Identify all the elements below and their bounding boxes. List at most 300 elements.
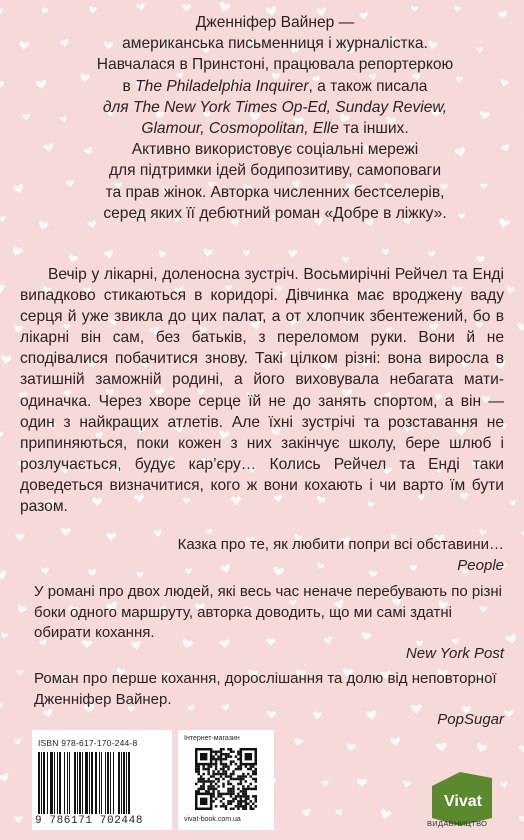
qr-module: [222, 798, 224, 800]
qr-module: [237, 783, 239, 785]
qr-module: [222, 765, 224, 767]
qr-module: [240, 775, 242, 777]
heart-icon: [346, 743, 356, 752]
qr-module: [230, 773, 232, 775]
qr-module: [202, 768, 204, 770]
qr-module: [250, 768, 252, 770]
qr-module: [212, 770, 214, 772]
qr-module: [220, 750, 222, 752]
qr-module: [195, 765, 197, 767]
heart-icon: [475, 743, 487, 754]
heart-icon: [0, 570, 8, 582]
qr-module: [215, 773, 217, 775]
qr-module: [197, 778, 199, 780]
qr-module: [232, 788, 234, 790]
qr-module: [227, 800, 229, 802]
qr-module: [240, 768, 242, 770]
heart-icon: [11, 246, 24, 258]
heart-icon: [379, 809, 392, 821]
qr-module: [237, 775, 239, 777]
qr-module: [230, 808, 232, 810]
heart-icon: [243, 250, 251, 257]
shop-label: Інтернет-магазин: [184, 735, 240, 742]
qr-module: [230, 800, 232, 802]
qr-module: [252, 795, 254, 797]
qr-module: [215, 763, 217, 765]
heart-icon: [157, 250, 167, 259]
qr-module: [250, 808, 252, 810]
qr-module: [197, 768, 199, 770]
qr-module: [217, 778, 219, 780]
qr-module: [255, 800, 257, 802]
qr-module: [242, 788, 244, 790]
book-description: [20, 264, 504, 517]
qr-module: [212, 758, 214, 760]
qr-module: [237, 805, 239, 807]
qr-module: [215, 765, 217, 767]
qr-module: [237, 808, 239, 810]
bio-line: та прав жінок. Авторка численних бестселерів,: [105, 183, 445, 201]
qr-module: [200, 785, 202, 787]
qr-module: [232, 790, 234, 792]
qr-module: [232, 800, 234, 802]
qr-module: [212, 800, 214, 802]
qr-module: [230, 790, 232, 792]
qr-module: [222, 793, 224, 795]
qr-module: [230, 783, 232, 785]
heart-icon: [22, 114, 30, 122]
qr-module: [240, 798, 242, 800]
bio-line: американська письменниця і журналістка.: [122, 35, 428, 53]
qr-module: [210, 765, 212, 767]
qr-module: [217, 795, 219, 797]
qr-module: [237, 750, 239, 752]
qr-module: [247, 798, 249, 800]
qr-module: [220, 805, 222, 807]
qr-module: [215, 798, 217, 800]
qr-module: [227, 793, 229, 795]
qr-module: [255, 798, 257, 800]
qr-module: [212, 795, 214, 797]
qr-module: [217, 755, 219, 757]
qr-module: [255, 778, 257, 780]
qr-module: [230, 778, 232, 780]
qr-module: [242, 795, 244, 797]
qr-module: [245, 793, 247, 795]
qr-module: [230, 795, 232, 797]
heart-icon: [501, 143, 511, 153]
qr-module: [210, 785, 212, 787]
qr-module: [247, 773, 249, 775]
qr-module: [242, 778, 244, 780]
qr-module: [232, 808, 234, 810]
heart-icon: [293, 738, 303, 747]
qr-module: [242, 805, 244, 807]
heart-icon: [0, 8, 4, 15]
heart-icon: [0, 702, 3, 710]
qr-module: [227, 768, 229, 770]
qr-code-icon[interactable]: [195, 748, 257, 810]
qr-module: [202, 783, 204, 785]
qr-module: [255, 770, 257, 772]
qr-module: [225, 805, 227, 807]
qr-module: [202, 785, 204, 787]
qr-module: [210, 783, 212, 785]
heart-icon: [357, 778, 368, 788]
quote-source: PopSugar: [437, 711, 504, 728]
qr-module: [200, 778, 202, 780]
qr-module: [220, 758, 222, 760]
qr-module: [195, 768, 197, 770]
qr-module: [230, 760, 232, 762]
heart-icon: [40, 7, 48, 15]
qr-module: [225, 773, 227, 775]
qr-module: [220, 793, 222, 795]
bio-line: [60, 118, 490, 139]
bio-line: [60, 97, 490, 118]
qr-module: [235, 805, 237, 807]
qr-module: [212, 775, 214, 777]
bio-line: Дженніфер Вайнер —: [195, 14, 355, 31]
heart-icon: [428, 251, 435, 258]
qr-module: [250, 783, 252, 785]
qr-module: [225, 765, 227, 767]
qr-module: [215, 750, 217, 752]
qr-module: [195, 790, 197, 792]
heart-icon: [342, 257, 350, 264]
qr-module: [232, 760, 234, 762]
qr-module: [212, 785, 214, 787]
qr-module: [212, 790, 214, 792]
qr-module: [220, 775, 222, 777]
qr-module: [210, 775, 212, 777]
qr-module: [247, 768, 249, 770]
bio-line: Навчалася в Принстоні, працювала репортеркою: [96, 56, 454, 74]
qr-module: [252, 778, 254, 780]
qr-module: [220, 763, 222, 765]
qr-module: [230, 803, 232, 805]
qr-module: [235, 798, 237, 800]
qr-module: [245, 803, 247, 805]
qr-module: [252, 773, 254, 775]
qr-module: [245, 775, 247, 777]
qr-module: [207, 778, 209, 780]
qr-module: [217, 793, 219, 795]
heart-icon: [499, 79, 509, 88]
bio-line: [60, 76, 490, 97]
qr-module: [230, 755, 232, 757]
qr-module: [242, 785, 244, 787]
qr-module: [252, 788, 254, 790]
qr-module: [252, 808, 254, 810]
heart-icon: [498, 11, 508, 20]
isbn-barcode-panel: [32, 730, 172, 830]
qr-module: [230, 775, 232, 777]
qr-module: [247, 788, 249, 790]
qr-module: [240, 765, 242, 767]
qr-module: [227, 803, 229, 805]
heart-icon: [402, 780, 411, 788]
qr-module: [245, 790, 247, 792]
qr-module: [250, 805, 252, 807]
qr-module: [217, 785, 219, 787]
qr-module: [242, 793, 244, 795]
qr-module: [255, 773, 257, 775]
qr-module: [255, 768, 257, 770]
qr-module: [202, 788, 204, 790]
online-shop-panel: [178, 730, 274, 830]
qr-module: [245, 788, 247, 790]
qr-module: [227, 788, 229, 790]
qr-module: [237, 768, 239, 770]
qr-module: [215, 788, 217, 790]
heart-icon: [36, 80, 48, 91]
barcode-bar: [130, 752, 132, 814]
qr-module: [217, 750, 219, 752]
qr-module: [207, 773, 209, 775]
qr-module: [200, 780, 202, 782]
qr-module: [232, 785, 234, 787]
qr-module: [232, 798, 234, 800]
qr-module: [245, 800, 247, 802]
qr-finder: [245, 753, 252, 760]
bio-text: , а також писала: [308, 77, 428, 95]
qr-module: [222, 785, 224, 787]
qr-module: [210, 788, 212, 790]
quote-text: Казка про те, як любити попри всі обставини…: [177, 536, 504, 553]
qr-module: [230, 763, 232, 765]
qr-module: [252, 770, 254, 772]
heart-icon: [136, 3, 146, 12]
qr-module: [207, 790, 209, 792]
qr-module: [215, 753, 217, 755]
qr-module: [215, 758, 217, 760]
qr-module: [237, 788, 239, 790]
heart-icon: [0, 632, 8, 640]
qr-module: [245, 798, 247, 800]
qr-module: [222, 783, 224, 785]
qr-module: [222, 803, 224, 805]
qr-module: [195, 770, 197, 772]
heart-icon: [13, 183, 26, 195]
heart-icon: [104, 249, 115, 259]
qr-module: [250, 788, 252, 790]
heart-icon: [14, 738, 23, 746]
qr-module: [230, 793, 232, 795]
publications-list: The New York Times Op-Ed, Sunday Review,: [132, 98, 448, 116]
qr-module: [250, 800, 252, 802]
qr-module: [207, 765, 209, 767]
qr-module: [220, 795, 222, 797]
heart-icon: [517, 322, 524, 332]
qr-module: [205, 768, 207, 770]
qr-module: [230, 748, 232, 750]
heart-icon: [301, 808, 312, 818]
heart-icon: [505, 634, 517, 646]
heart-icon: [506, 286, 515, 295]
qr-module: [230, 750, 232, 752]
qr-module: [240, 790, 242, 792]
qr-module: [220, 755, 222, 757]
qr-module: [205, 790, 207, 792]
qr-module: [232, 770, 234, 772]
qr-module: [217, 790, 219, 792]
heart-icon: [509, 500, 517, 507]
quote-source: People: [457, 556, 504, 574]
qr-module: [197, 773, 199, 775]
qr-module: [197, 790, 199, 792]
qr-module: [197, 788, 199, 790]
author-bio: [60, 12, 490, 224]
qr-module: [255, 780, 257, 782]
qr-finder: [200, 753, 207, 760]
qr-module: [215, 778, 217, 780]
publisher-tagline: ВИДАВНИЦТВО: [427, 819, 488, 828]
heart-icon: [504, 710, 513, 718]
qr-module: [212, 750, 214, 752]
qr-module: [250, 765, 252, 767]
heart-icon: [0, 355, 11, 365]
qr-module: [247, 803, 249, 805]
qr-module: [255, 805, 257, 807]
review-quote: [34, 582, 504, 664]
heart-icon: [0, 773, 11, 784]
qr-module: [217, 758, 219, 760]
heart-icon: [500, 781, 508, 789]
qr-module: [197, 780, 199, 782]
qr-module: [227, 748, 229, 750]
qr-module: [212, 773, 214, 775]
qr-module: [250, 775, 252, 777]
description-paragraph: Вечір у лікарні, доленосна зустріч. Восьмирічні Рейчел та Енді випадково стикаються в коридорі. Дівчинка має вроджену ваду серця й уже звикла до цих палат, а от хлопчик збентежений, бо в лікарні він сам, без батьків, з переломом руки. Вони й не сподівалися побачитися знову. Такі цілком різні: вона виросла в затишній заможній родині, а його виховувала небагата мати-одиначка. Через хворе серце їй не до занять спортом, а він — один з найкращих атлетів. Але їхні зустрічі та розставання не припиняються, поки кожен з них закінчує школу, бере шлюб і розлучається, будує кар’єру… Колись Рейчел та Енді таки доведеться визначитися, кого ж вони кохають і чи варто їм бути разом.: [20, 266, 504, 516]
magazines-list: Glamour, Cosmopolitan, Elle: [141, 120, 339, 138]
qr-module: [222, 748, 224, 750]
qr-module: [242, 808, 244, 810]
qr-module: [197, 770, 199, 772]
heart-icon: [14, 816, 23, 824]
qr-module: [212, 788, 214, 790]
qr-module: [232, 750, 234, 752]
heart-icon: [518, 814, 524, 824]
qr-module: [225, 758, 227, 760]
qr-module: [240, 800, 242, 802]
qr-module: [220, 768, 222, 770]
qr-module: [207, 780, 209, 782]
qr-module: [232, 773, 234, 775]
qr-module: [237, 778, 239, 780]
qr-module: [237, 803, 239, 805]
quote-text: У романі про двох людей, які весь час неначе перебувають по різні боки одного маршруту, авторка доводить, що ми самі здатні обирати кохання.: [34, 583, 503, 641]
qr-module: [202, 765, 204, 767]
qr-module: [222, 768, 224, 770]
qr-module: [217, 773, 219, 775]
qr-module: [200, 775, 202, 777]
qr-module: [237, 795, 239, 797]
qr-module: [240, 780, 242, 782]
qr-module: [207, 788, 209, 790]
qr-module: [227, 755, 229, 757]
heart-icon: [0, 81, 4, 89]
qr-module: [225, 775, 227, 777]
qr-module: [227, 775, 229, 777]
qr-module: [237, 800, 239, 802]
qr-module: [207, 770, 209, 772]
qr-module: [245, 795, 247, 797]
review-quote: [34, 669, 504, 731]
qr-module: [237, 765, 239, 767]
qr-module: [222, 778, 224, 780]
heart-icon: [381, 249, 389, 256]
qr-module: [255, 795, 257, 797]
qr-module: [225, 793, 227, 795]
heart-icon: [0, 216, 6, 224]
heart-icon: [498, 218, 511, 230]
qr-module: [222, 770, 224, 772]
qr-module: [237, 753, 239, 755]
qr-module: [220, 773, 222, 775]
qr-module: [210, 780, 212, 782]
newspaper-title: The Philadelphia Inquirer: [135, 77, 309, 95]
bio-text: в: [122, 77, 136, 95]
heart-icon: [335, 809, 343, 817]
shop-url[interactable]: vivat-book.com.ua: [184, 816, 241, 823]
heart-icon: [519, 745, 524, 753]
bio-text: та інших.: [338, 120, 409, 138]
qr-module: [237, 758, 239, 760]
qr-module: [247, 785, 249, 787]
qr-module: [225, 808, 227, 810]
qr-module: [220, 800, 222, 802]
qr-module: [195, 783, 197, 785]
qr-module: [255, 788, 257, 790]
qr-module: [217, 770, 219, 772]
heart-icon: [43, 143, 54, 153]
qr-module: [235, 778, 237, 780]
qr-module: [207, 768, 209, 770]
qr-finder: [200, 798, 207, 805]
qr-module: [245, 780, 247, 782]
qr-module: [232, 778, 234, 780]
qr-module: [255, 785, 257, 787]
qr-module: [222, 773, 224, 775]
barcode-number: 9 786171 702448: [35, 815, 144, 827]
qr-module: [225, 770, 227, 772]
heart-icon: [288, 250, 297, 258]
qr-module: [212, 793, 214, 795]
qr-module: [215, 760, 217, 762]
qr-module: [225, 753, 227, 755]
qr-module: [207, 785, 209, 787]
qr-module: [215, 783, 217, 785]
heart-icon: [390, 737, 400, 746]
qr-module: [197, 765, 199, 767]
heart-icon: [476, 256, 485, 264]
qr-module: [230, 788, 232, 790]
qr-module: [235, 755, 237, 757]
qr-module: [215, 768, 217, 770]
qr-module: [252, 803, 254, 805]
qr-module: [202, 780, 204, 782]
qr-module: [227, 780, 229, 782]
qr-module: [217, 780, 219, 782]
qr-module: [227, 765, 229, 767]
quote-source: New York Post: [405, 644, 504, 662]
bio-line: для підтримки ідей бодипозитиву, самоповаги: [108, 162, 442, 180]
qr-module: [242, 790, 244, 792]
qr-module: [212, 763, 214, 765]
qr-module: [212, 780, 214, 782]
qr-module: [212, 755, 214, 757]
